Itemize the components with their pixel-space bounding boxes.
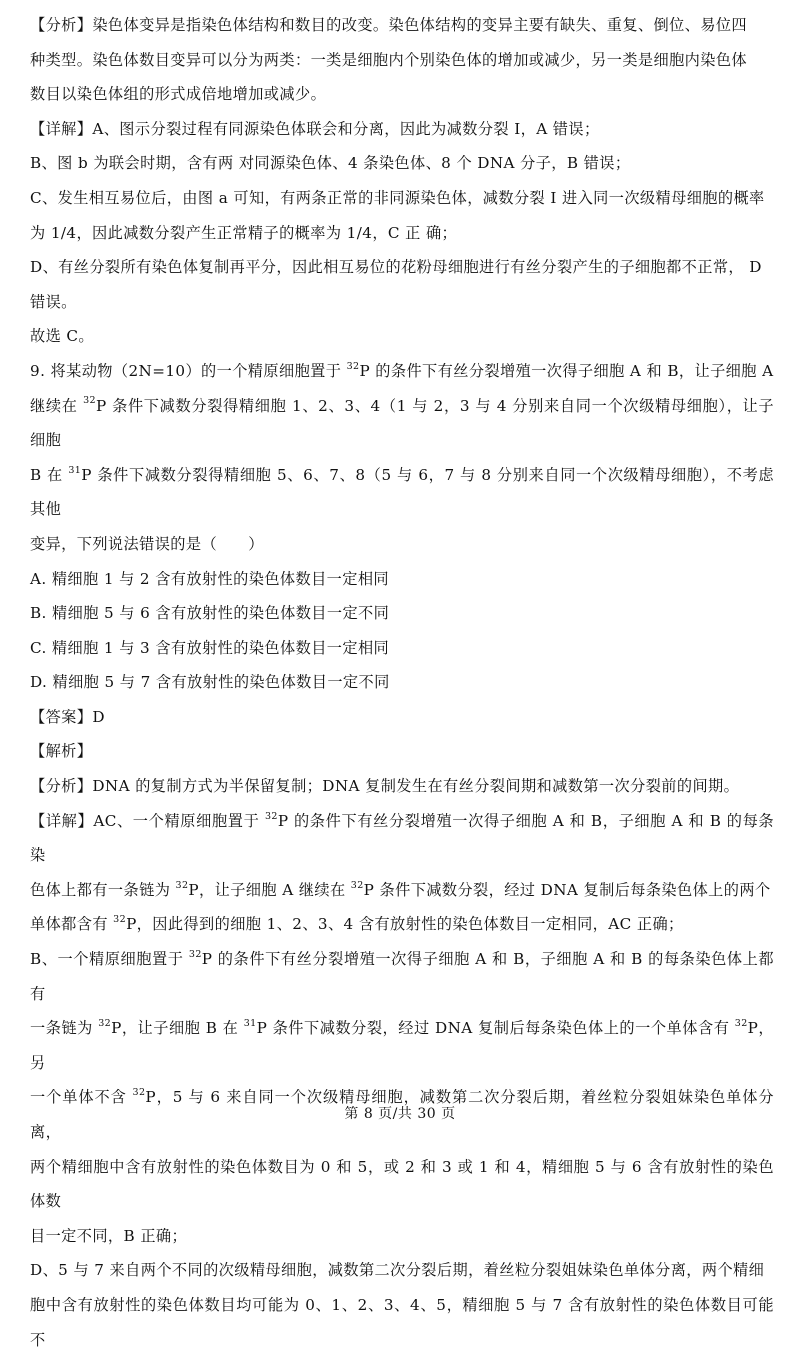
option-d: D. 精细胞 5 与 7 含有放射性的染色体数目一定不同 [30,673,390,692]
detail-line-c: C、发生相互易位后，由图 a 可知，有两条正常的非同源染色体，减数分裂 I 进入同一次级精母细胞的概率 [30,188,765,207]
detail-line-b: 一条链为 $^{32}$P，让子细胞 B 在 $^{31}$P 条件下减数分裂，经过 DNA 复制后每条染色体上的一个单体含有 $^{32}$P，另 [30,1018,774,1072]
detail-line-ac: 单体都含有 $^{32}$P，因此得到的细胞 1、2、3、4 含有放射性的染色体数目一定相同，AC 正确； [30,914,684,934]
isotope-sup: 32 [734,1018,748,1030]
detail-line-b: 两个精细胞中含有放射性的染色体数目为 0 和 5，或 2 和 3 或 1 和 4，精细胞 5 与 6 含有放射性的染色体数 [30,1157,774,1211]
question-line: 9. 将某动物（2N=10）的一个精原细胞置于 $^{32}$P 的条件下有丝分裂增殖一次得子细胞 A 和 B，让子细胞 A [30,360,774,380]
detail-line-b: B、一个精原细胞置于 $^{32}$P 的条件下有丝分裂增殖一次得子细胞 A 和 B，子细胞 A 和 B 的每条染色体上都有 [30,948,774,1003]
question-line: 变异，下列说法错误的是（ ） [30,534,264,553]
detail-line-ac: 色体上都有一条链为 $^{32}$P，让子细胞 A 继续在 $^{32}$P 条件下减数分裂，经过 DNA 复制后每条染色体上的两个 [30,879,771,899]
detail-line-d: 错误。 [30,292,77,311]
isotope-sup: 32 [132,1087,146,1099]
detail-line-ac: 【详解】AC、一个精原细胞置于 $^{32}$P 的条件下有丝分裂增殖一次得子细胞 A 和 B，子细胞 A 和 B 的每条染 [30,810,774,865]
isotope-sup: 31 [68,464,82,476]
detail-line-d: D、有丝分裂所有染色体复制再平分，因此相互易位的花粉母细胞进行有丝分裂产生的子细胞都不正常， D [30,258,762,277]
question-line: B 在 $^{31}$P 条件下减数分裂得精细胞 5、6、7、8（5 与 6，7 与 8 分别来自同一个次级精母细胞），不考虑其他 [30,464,774,519]
choice-line: 故选 C。 [30,327,95,346]
detail-line-a: 【详解】A、图示分裂过程有同源染色体联会和分离，因此为减数分裂 I，A 错误； [30,119,600,138]
question-line: 继续在 $^{32}$P 条件下减数分裂得精细胞 1、2、3、4（1 与 2，3 与 4 分别来自同一个次级精母细胞），让子细胞 [30,395,774,450]
analysis-line: 种类型。染色体数目变异可以分为两类：一类是细胞内个别染色体的增加或减少，另一类是细胞内染色体 [30,50,748,69]
option-a: A. 精细胞 1 与 2 含有放射性的染色体数目一定相同 [30,569,390,588]
isotope-sup: 32 [113,914,127,926]
detail-line-d: D、5 与 7 来自两个不同的次级精母细胞，减数第二次分裂后期，着丝粒分裂姐妹染色单体分离，两个精细 [30,1261,765,1280]
page-footer: 第 8 页/共 30 页 [344,1106,456,1122]
option-b: B. 精细胞 5 与 6 含有放射性的染色体数目一定不同 [30,604,390,623]
option-c: C. 精细胞 1 与 3 含有放射性的染色体数目一定相同 [30,638,390,657]
analysis-line: 数目以染色体组的形式成倍地增加或减少。 [30,85,327,104]
detail-line-b: 目一定不同，B 正确； [30,1226,188,1245]
isotope-sup: 32 [350,879,364,891]
isotope-sup: 32 [346,360,360,372]
isotope-sup: 32 [188,948,202,960]
explanation-heading: 【解析】 [30,742,93,761]
detail-line-b: 一个单体不含 $^{32}$P，5 与 6 来自同一个次级精母细胞，减数第二次分裂后期，着丝粒分裂姐妹染色单体分离， [30,1087,774,1141]
isotope-sup: 32 [175,879,189,891]
detail-line-c: 为 1/4，因此减数分裂产生正常精子的概率为 1/4，C 正 确； [30,223,458,242]
analysis-line: 【分析】DNA 的复制方式为半保留复制；DNA 复制发生在有丝分裂间期和减数第一次分裂前的间期。 [30,777,740,796]
detail-line-b: B、图 b 为联会时期，含有两 对同源染色体、4 条染色体、8 个 DNA 分子，B 错误； [30,154,631,173]
detail-line-d: 胞中含有放射性的染色体数目均可能为 0、1、2、3、4、5，精细胞 5 与 7 含有放射性的染色体数目可能不 [30,1295,774,1349]
isotope-sup: 32 [264,810,278,822]
isotope-sup: 31 [243,1018,257,1030]
document-page [30,8,774,1357]
analysis-line: 【分析】染色体变异是指染色体结构和数目的改变。染色体结构的变异主要有缺失、重复、倒位、易位四 [30,16,748,34]
isotope-sup: 32 [83,395,96,407]
isotope-sup: 32 [98,1018,112,1030]
answer-line: 【答案】D [30,707,105,726]
